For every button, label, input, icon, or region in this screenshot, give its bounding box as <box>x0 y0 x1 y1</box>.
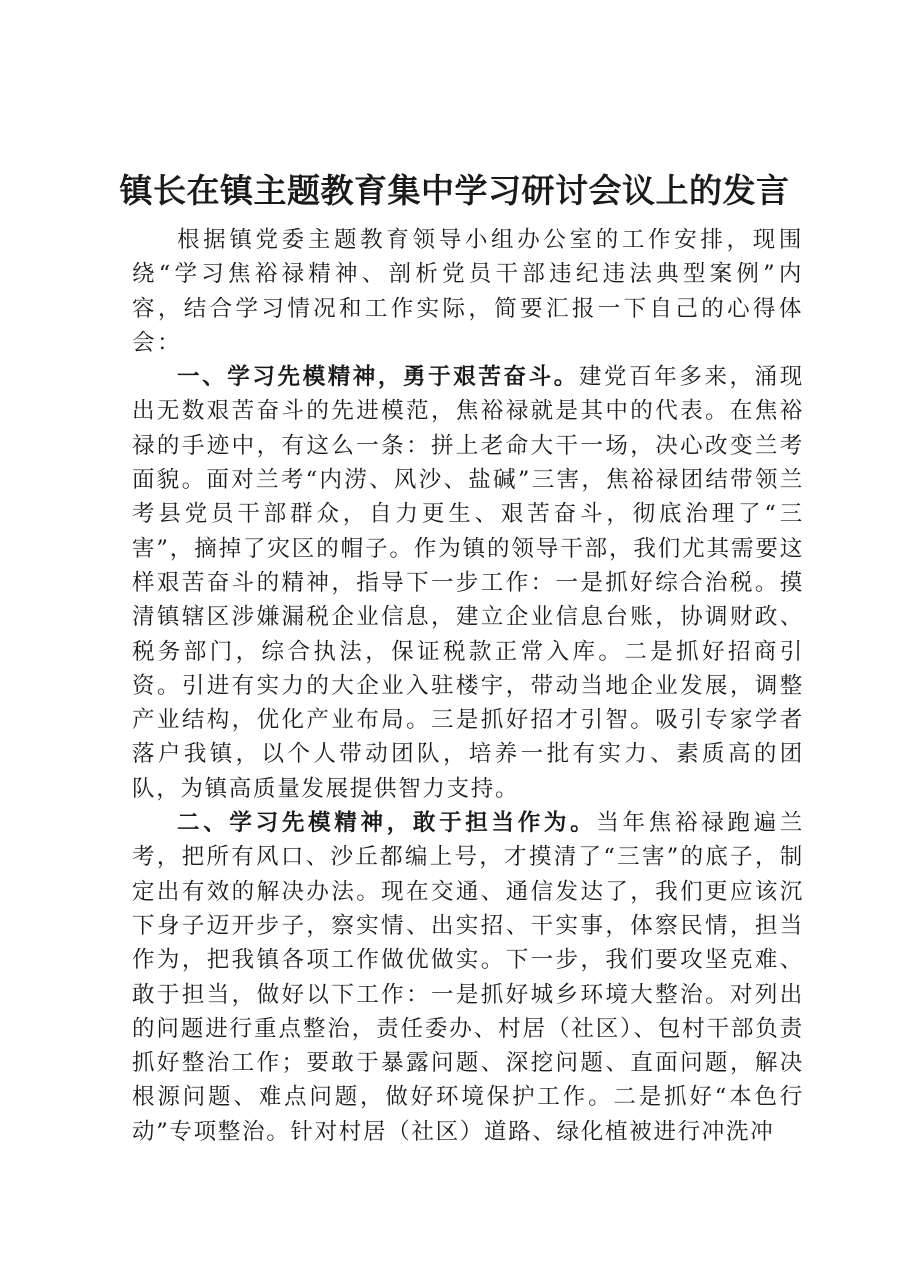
document-body <box>132 223 804 1149</box>
paragraph-intro-text: 根据镇党委主题教育领导小组办公室的工作安排，现围绕“学习焦裕禄精神、剖析党员干部违纪违法典型案例”内容，结合学习情况和工作实际，简要汇报一下自己的心得体会： <box>132 227 804 356</box>
section-2-text: 当年焦裕禄跑遍兰考，把所有风口、沙丘都编上号，才摸清了“三害”的底子，制定出有效的解决办法。现在交通、通信发达了，我们更应该沉下身子迈开步子，察实情、出实招、干实事，体察民情，担当作为，把我镇各项工作做优做实。下一步，我们要攻坚克难、敢于担当，做好以下工作：一是抓好城乡环境大整治。对列出的问题进行重点整治，责任委办、村居（社区）、包村干部负责抓好整治工作；要敢于暴露问题、深挖问题、直面问题，解决根源问题、难点问题，做好环境保护工作。二是抓好“本色行动”专项整治。针对村居（社区）道路、绿化植被进行冲洗冲 <box>132 810 805 1145</box>
paragraph-intro <box>132 223 804 360</box>
section-1-heading: 一、学习先模精神，勇于艰苦奋斗。 <box>177 364 579 391</box>
paragraph-section-1 <box>132 360 804 806</box>
paragraph-section-2 <box>132 806 804 1149</box>
section-1-text: 建党百年多来，涌现出无数艰苦奋斗的先进模范，焦裕禄就是其中的代表。在焦裕禄的手迹中，有这么一条：拼上老命大干一场，决心改变兰考面貌。面对兰考“内涝、风沙、盐碱”三害，焦裕禄团结带领兰考县党员干部群众，自力更生、艰苦奋斗，彻底治理了“三害”，摘掉了灾区的帽子。作为镇的领导干部，我们尤其需要这样艰苦奋斗的精神，指导下一步工作：一是抓好综合治税。摸清镇辖区涉嫌漏税企业信息，建立企业信息台账，协调财政、税务部门，综合执法，保证税款正常入库。二是抓好招商引资。引进有实力的大企业入驻楼宇，带动当地企业发展，调整产业结构，优化产业布局。三是抓好招才引智。吸引专家学者落户我镇，以个人带动团队，培养一批有实力、素质高的团队，为镇高质量发展提供智力支持。 <box>132 364 804 802</box>
section-2-heading: 二、学习先模精神，敢于担当作为。 <box>177 810 597 837</box>
document-title: 镇长在镇主题教育集中学习研讨会议上的发言 <box>119 171 790 211</box>
